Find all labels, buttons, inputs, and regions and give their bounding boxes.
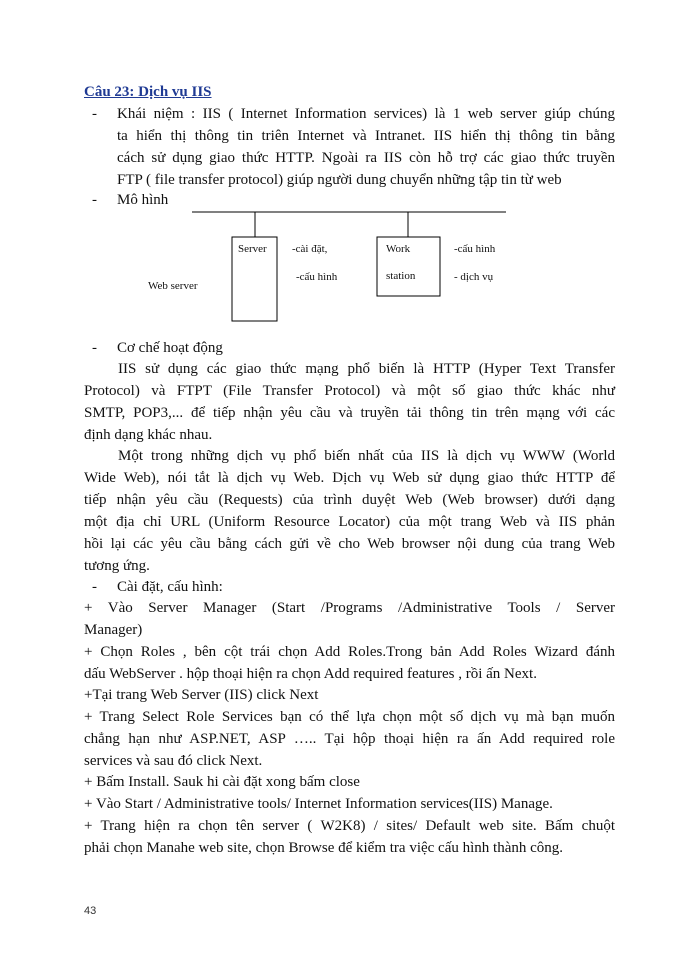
step-4-line-3: services và sau đó click Next. xyxy=(84,753,263,769)
bullet-dash: - xyxy=(92,579,97,595)
intro-line-4: FTP ( file transfer protocol) giúp người dung chuyển những tập tin từ web xyxy=(117,172,562,188)
server-note-config: -cấu hình xyxy=(296,271,338,283)
para1-line-1: IIS sử dụng các giao thức mạng phổ biến là HTTP (Hyper Text Transfer xyxy=(118,361,615,377)
step-4-line-2: chẳng hạn như ASP.NET, ASP ….. Tại hộp thoại hiện ra ấn Add required role xyxy=(84,731,615,747)
step-7-line-2: phải chọn Manahe web site, chọn Browse để kiểm tra việc cấu hình thành công. xyxy=(84,840,564,856)
step-1-line-2: Manager) xyxy=(84,622,143,638)
para2-line-2: Wide Web), nói tắt là dịch vụ Web. Dịch vụ Web sử dụng giao thức HTTP để xyxy=(84,470,615,486)
para2-line-4: một địa chỉ URL (Uniform Resource Locator) của một trang Web và IIS phản xyxy=(84,514,615,530)
step-2-line-1: + Chọn Roles , bên cột trái chọn Add Roles.Trong bản Add Roles Wizard đánh xyxy=(84,644,615,660)
step-1-line-1: + Vào Server Manager (Start /Programs /Administrative Tools / Server xyxy=(84,600,615,616)
para2-line-1: Một trong những dịch vụ phổ biến nhất của IIS là dịch vụ WWW (World xyxy=(118,448,615,464)
step-5: + Bấm Install. Sauk hi cài đặt xong bấm close xyxy=(84,774,360,790)
section-heading: Câu 23: Dịch vụ IIS xyxy=(84,84,212,100)
workstation-label-1: Work xyxy=(386,243,411,255)
para2-line-5: hồi lại các yêu cầu bằng cách gửi về cho Web browser nội dung của trang Web xyxy=(84,536,615,552)
workstation-label-2: station xyxy=(386,270,416,282)
para2-line-6: tương ứng. xyxy=(84,558,150,574)
intro-line-3: cách sử dụng giao thức HTTP. Ngoài ra IIS còn hỗ trợ các giao thức truyền xyxy=(117,150,615,166)
workstation-note-config: -cấu hình xyxy=(454,243,496,255)
bullet-dash: - xyxy=(92,340,97,356)
install-heading: Cài đặt, cấu hình: xyxy=(117,579,223,595)
para2-line-3: tiếp nhận yêu cầu (Requests) của trình duyệt Web (Web browser) dưới dạng xyxy=(84,492,615,508)
step-3: +Tại trang Web Server (IIS) click Next xyxy=(84,687,319,703)
step-7-line-1: + Trang hiện ra chọn tên server ( W2K8) / sites/ Default web site. Bấm chuột xyxy=(84,818,615,834)
intro-line-2: ta hiển thị thông tin triên Internet và Intranet. IIS hiển thị thông tin bằng xyxy=(117,128,615,144)
web-server-caption: Web server xyxy=(148,280,198,292)
page-number: 43 xyxy=(84,905,97,917)
intro-line-1: Khái niệm : IIS ( Internet Information services) là 1 web server giúp chúng xyxy=(117,106,615,122)
workstation-note-service: - dịch vụ xyxy=(454,271,494,283)
step-6: + Vào Start / Administrative tools/ Internet Information services(IIS) Manage. xyxy=(84,796,553,812)
mechanism-heading: Cơ chế hoạt động xyxy=(117,340,223,356)
model-heading: Mô hình xyxy=(117,192,169,208)
bullet-dash: - xyxy=(92,106,97,122)
para1-line-3: SMTP, POP3,... để tiếp nhận yêu cầu và truyền tải thông tin trên mạng với các xyxy=(84,405,615,421)
step-2-line-2: dấu WebServer . hộp thoại hiện ra chọn Add required features , rồi ấn Next. xyxy=(84,666,537,682)
step-4-line-1: + Trang Select Role Services bạn có thể lựa chọn một số dịch vụ mà bạn muốn xyxy=(84,709,615,725)
server-label: Server xyxy=(238,243,267,255)
para1-line-4: định dạng khác nhau. xyxy=(84,427,213,443)
bullet-dash: - xyxy=(92,192,97,208)
server-note-install: -cài đặt, xyxy=(292,243,328,255)
para1-line-2: Protocol) và FTPT (File Transfer Protocol) và một số giao thức khác như xyxy=(84,383,615,399)
